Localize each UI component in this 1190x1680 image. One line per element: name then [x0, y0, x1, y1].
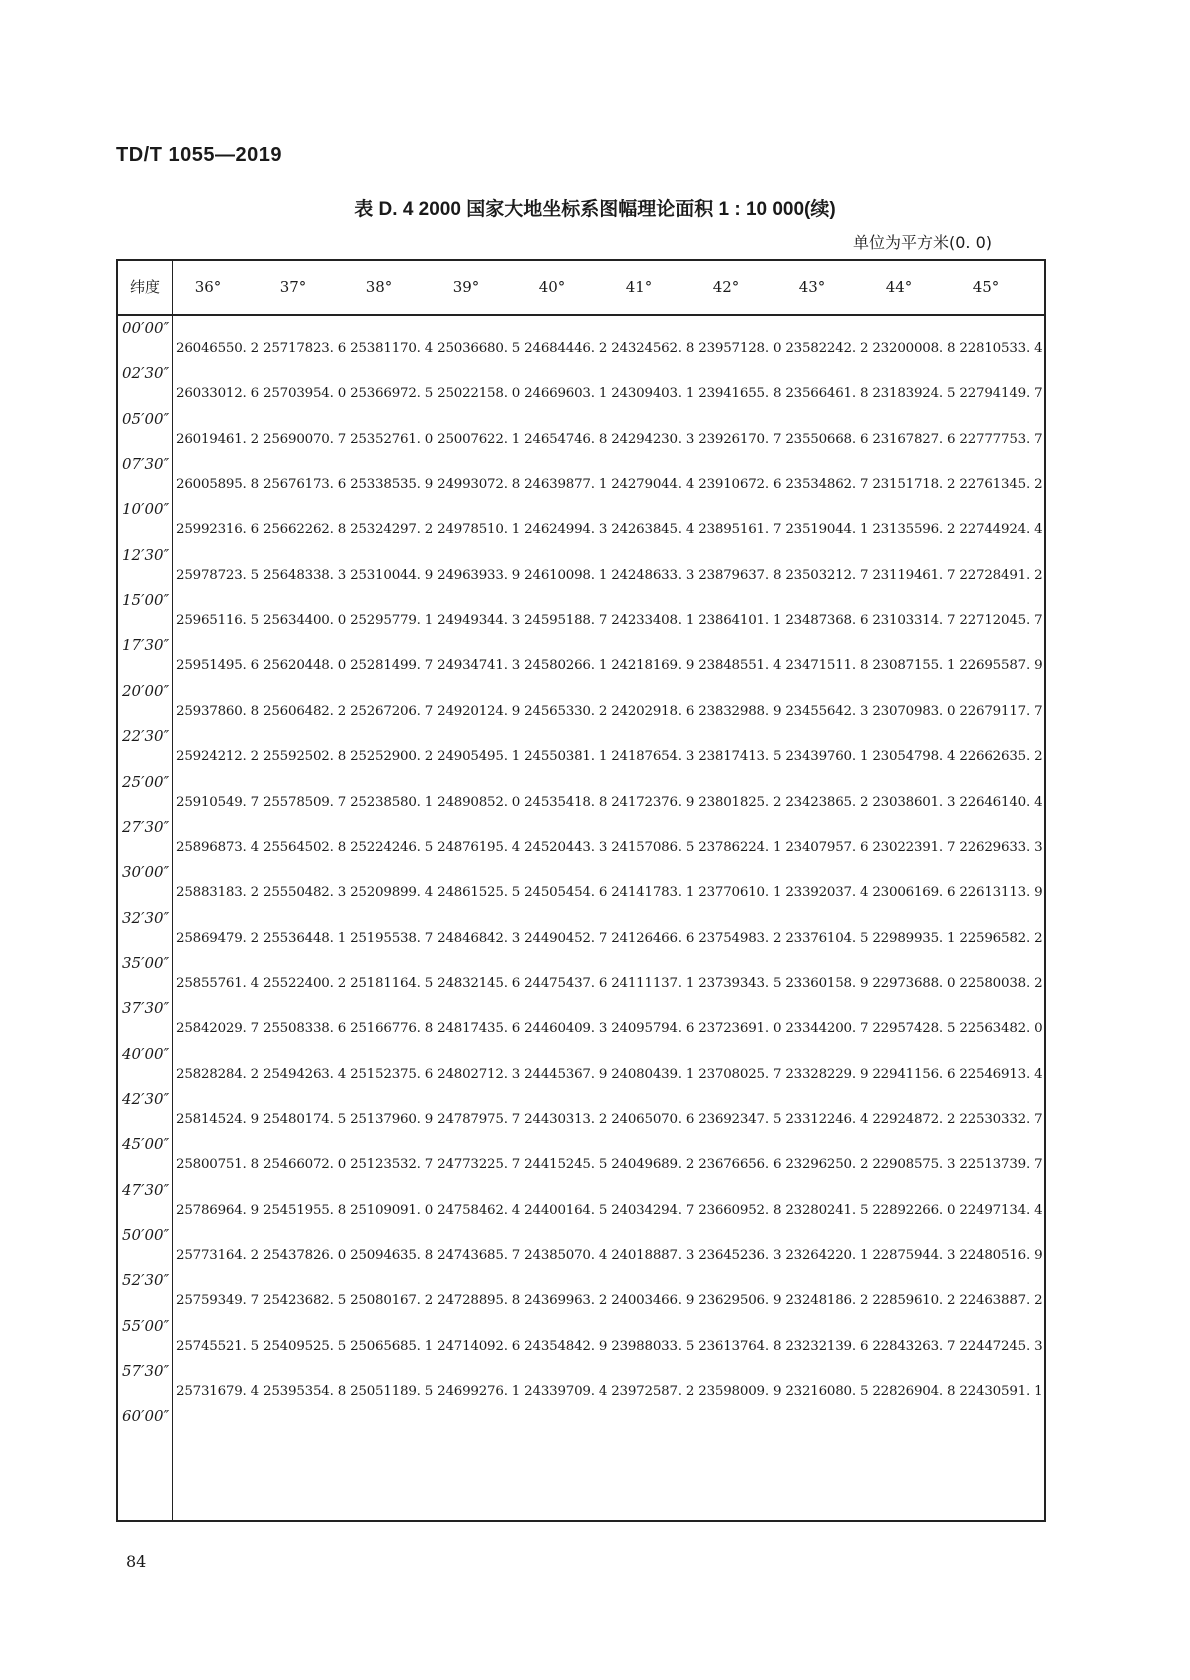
latitude-label: 27′30″: [122, 817, 170, 836]
header-col: 37°: [279, 278, 307, 296]
header-col: 36°: [194, 278, 222, 296]
table-row: 25869479. 2 25536448. 1 25195538. 7 24846842. 3 24490452. 7 24126466. 6 23754983. 2 23376104. 5 22989935. 1 22596582. 2: [176, 930, 1043, 946]
table-row: 25992316. 6 25662262. 8 25324297. 2 24978510. 1 24624994. 3 24263845. 4 23895161. 7 23519044. 1 23135596. 2 22744924. 4: [176, 522, 1043, 538]
table-row: 25855761. 4 25522400. 2 25181164. 5 24832145. 6 24475437. 6 24111137. 1 23739343. 5 23360158. 9 22973688. 0 22580038. 2: [176, 975, 1043, 991]
latitude-label: 47′30″: [122, 1180, 170, 1199]
latitude-label: 25′00″: [122, 772, 170, 791]
latitude-label: 60′00″: [122, 1407, 170, 1426]
latitude-label: 20′00″: [122, 681, 170, 700]
latitude-label: 35′00″: [122, 953, 170, 972]
latitude-label: 00′00″: [122, 319, 170, 337]
table-row: 25842029. 7 25508338. 6 25166776. 8 24817435. 6 24460409. 3 24095794. 6 23723691. 0 23344200. 7 22957428. 5 22563482. 0: [176, 1021, 1043, 1037]
table-row: 25814524. 9 25480174. 5 25137960. 9 24787975. 7 24430313. 2 24065070. 6 23692347. 5 23312246. 4 22924872. 2 22530332. 7: [176, 1111, 1043, 1127]
latitude-label: 22′30″: [122, 727, 170, 746]
standard-code: TD/T 1055—2019: [116, 144, 282, 166]
table-row: 26019461. 2 25690070. 7 25352761. 0 25007622. 1 24654746. 8 24294230. 3 23926170. 7 23550668. 6 23167827. 6 22777753. 7: [176, 431, 1043, 447]
table-row: 25924212. 2 25592502. 8 25252900. 2 24905495. 1 24550381. 1 24187654. 3 23817413. 5 23439760. 1 23054798. 4 22662635. 2: [176, 749, 1043, 765]
header-col: 43°: [798, 278, 826, 296]
table-row: 25828284. 2 25494263. 4 25152375. 6 24802712. 3 24445367. 9 24080439. 1 23708025. 7 23328229. 9 22941156. 6 22546913. 4: [176, 1066, 1043, 1082]
header-col: 42°: [712, 278, 740, 296]
unit-note: 单位为平方米(0. 0): [852, 233, 992, 252]
latitude-label: 05′00″: [122, 409, 170, 428]
latitude-label: 45′00″: [122, 1135, 170, 1154]
latitude-label: 37′30″: [122, 999, 170, 1018]
latitude-label: 12′30″: [122, 545, 170, 564]
table-row: 25773164. 2 25437826. 0 25094635. 8 24743685. 7 24385070. 4 24018887. 3 23645236. 3 23264220. 1 22875944. 3 22480516. 9: [176, 1248, 1043, 1263]
table-row: 25745521. 5 25409525. 5 25065685. 1 24714092. 6 24354842. 9 23988033. 5 23613764. 8 23232139. 6 22843263. 7 22447245. 3: [176, 1338, 1043, 1354]
table-header: [118, 261, 1044, 316]
page-number: 84: [126, 1552, 147, 1571]
table-row: 25883183. 2 25550482. 3 25209899. 4 24861525. 5 24505454. 6 24141783. 1 23770610. 1 23392037. 4 23006169. 6 22613113. 9: [176, 885, 1043, 901]
latitude-label: 42′30″: [122, 1089, 170, 1108]
latitude-label: 52′30″: [122, 1271, 170, 1290]
table-row: 25731679. 4 25395354. 8 25051189. 5 24699276. 1 24339709. 4 23972587. 2 23598009. 9 23216080. 5 22826904. 8 22430591. 1: [176, 1384, 1043, 1400]
latitude-label: 50′00″: [122, 1226, 170, 1244]
area-table: [116, 259, 1046, 1522]
latitude-label: 30′00″: [122, 863, 170, 882]
table-row: 25786964. 9 25451955. 8 25109091. 0 24758462. 4 24400164. 5 24034294. 7 23660952. 8 23280241. 5 22892266. 0 22497134. 4: [176, 1202, 1043, 1218]
latitude-label: 07′30″: [122, 455, 170, 474]
header-col: 38°: [365, 278, 393, 296]
header-col: 40°: [538, 278, 566, 296]
table-row: 25951495. 6 25620448. 0 25281499. 7 24934741. 3 24580266. 1 24218169. 9 23848551. 4 23471511. 8 23087155. 1 22695587. 9: [176, 658, 1043, 674]
header-col: 39°: [452, 278, 480, 296]
column-divider: [172, 261, 173, 1520]
table-row: 25937860. 8 25606482. 2 25267206. 7 24920124. 9 24565330. 2 24202918. 6 23832988. 9 23455642. 3 23070983. 0 22679117. 7: [176, 703, 1043, 719]
latitude-label: 02′30″: [122, 364, 170, 383]
latitude-label: 55′00″: [122, 1316, 170, 1335]
table-row: 25800751. 8 25466072. 0 25123532. 7 24773225. 7 24415245. 5 24049689. 2 23676656. 6 23296250. 2 22908575. 3 22513739. 7: [176, 1157, 1043, 1173]
latitude-label: 10′00″: [122, 500, 170, 519]
table-title: 表 D. 4 2000 国家大地坐标系图幅理论面积 1 : 10 000(续): [354, 199, 836, 220]
table-row: 25978723. 5 25648338. 3 25310044. 9 24963933. 9 24610098. 1 24248633. 3 23879637. 8 23503212. 7 23119461. 7 22728491. 2: [176, 567, 1043, 583]
latitude-label: 15′00″: [122, 591, 170, 610]
latitude-label: 40′00″: [122, 1044, 170, 1063]
latitude-label: 17′30″: [122, 636, 170, 655]
latitude-label: 57′30″: [122, 1362, 170, 1381]
table-row: 26005895. 8 25676173. 6 25338535. 9 24993072. 8 24639877. 1 24279044. 4 23910672. 6 23534862. 7 23151718. 2 22761345. 2: [176, 477, 1043, 493]
table-row: 26033012. 6 25703954. 0 25366972. 5 25022158. 0 24669603. 1 24309403. 1 23941655. 8 23566461. 8 23183924. 5 22794149. 7: [176, 386, 1043, 402]
table-row: 25896873. 4 25564502. 8 25224246. 5 24876195. 4 24520443. 3 24157086. 5 23786224. 1 23407957. 6 23022391. 7 22629633. 3: [176, 839, 1043, 855]
table-row: 25965116. 5 25634400. 0 25295779. 1 24949344. 3 24595188. 7 24233408. 1 23864101. 1 23487368. 6 23103314. 7 22712045. 7: [176, 613, 1043, 629]
latitude-label: 32′30″: [122, 908, 170, 927]
header-col: 41°: [625, 278, 653, 296]
header-col: 45°: [972, 278, 1000, 296]
header-latitude: 纬度: [129, 278, 160, 296]
table-row: 26046550. 2 25717823. 6 25381170. 4 25036680. 5 24684446. 2 24324562. 8 23957128. 0 23582242. 2 23200008. 8 22810533. 4: [176, 341, 1043, 356]
header-col: 44°: [885, 278, 913, 296]
table-row: 25759349. 7 25423682. 5 25080167. 2 24728895. 8 24369963. 2 24003466. 9 23629506. 9 23248186. 2 22859610. 2 22463887. 2: [176, 1293, 1043, 1309]
table-row: 25910549. 7 25578509. 7 25238580. 1 24890852. 0 24535418. 8 24172376. 9 23801825. 2 23423865. 2 23038601. 3 22646140. 4: [176, 794, 1043, 810]
